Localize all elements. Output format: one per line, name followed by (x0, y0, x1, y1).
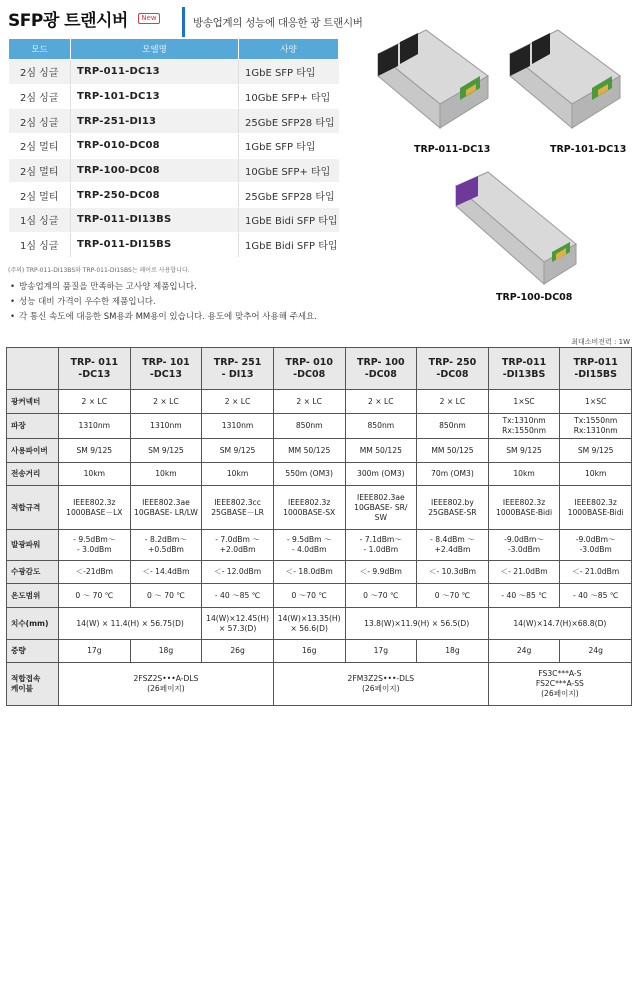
standard-cell: IEEE802.by 25GBASE-SR (417, 486, 489, 530)
model-mode-cell: 2심 싱글 (9, 109, 71, 134)
header-model: 모델명 (71, 39, 239, 60)
tx_power-cell: - 8.4dBm ～ +2.4dBm (417, 530, 489, 561)
weight-cell: 24g (488, 640, 560, 663)
weight-cell: 18g (417, 640, 489, 663)
temp-cell: 0 ～70 ℃ (273, 584, 345, 608)
distance-cell: 10km (560, 463, 632, 486)
wavelength-cell: 850nm (273, 414, 345, 439)
row-label-connector: 광커넥터 (7, 390, 59, 414)
product-image-trp-011-dc13 (368, 24, 496, 140)
rx_sens-cell: ＜- 9.9dBm (345, 561, 417, 584)
model-row (9, 109, 339, 134)
page-title: SFP광 트랜시버 (8, 11, 128, 31)
connector-cell: 2 × LC (130, 390, 202, 414)
rx_sens-cell: ＜- 14.4dBm (130, 561, 202, 584)
model-mode-cell: 2심 싱글 (9, 84, 71, 109)
rx_sens-cell: ＜-21dBm (59, 561, 131, 584)
cable-cell: 2FM3Z2S•••-DLS (26페이지) (273, 663, 488, 706)
connector-cell: 2 × LC (202, 390, 274, 414)
model-table-header (9, 39, 339, 60)
tx_power-cell: -9.0dBm～ -3.0dBm (560, 530, 632, 561)
model-row (9, 208, 339, 233)
header-spec: 사양 (239, 39, 339, 60)
weight-cell: 24g (560, 640, 632, 663)
model-row (9, 183, 339, 208)
weight-cell: 16g (273, 640, 345, 663)
row-label-standard: 적합규격 (7, 486, 59, 530)
standard-cell: IEEE802.3ae 10GBASE- SR/ SW (345, 486, 417, 530)
spec-column-header: TRP- 011 -DC13 (59, 348, 131, 390)
wavelength-cell: 850nm (345, 414, 417, 439)
distance-cell: 300m (OM3) (345, 463, 417, 486)
feature-list (10, 280, 317, 325)
fiber-cell: MM 50/125 (345, 439, 417, 463)
tx_power-cell: - 7.1dBm～ - 1.0dBm (345, 530, 417, 561)
size-cell: 14(W)×13.35(H) × 56.6(D) (273, 608, 345, 640)
model-row (9, 134, 339, 159)
model-name-cell: TRP-100-DC08 (71, 158, 239, 183)
spec-column-header: TRP- 100 -DC08 (345, 348, 417, 390)
spec-column-header: TRP- 101 -DC13 (130, 348, 202, 390)
fiber-cell: SM 9/125 (488, 439, 560, 463)
tx_power-cell: - 9.5dBm～ - 3.0dBm (59, 530, 131, 561)
tx_power-cell: - 9.5dBm ～ - 4.0dBm (273, 530, 345, 561)
wavelength-cell: 1310nm (130, 414, 202, 439)
model-mode-cell: 2심 멀티 (9, 158, 71, 183)
distance-cell: 550m (OM3) (273, 463, 345, 486)
page-subtitle: 방송업계의 성능에 대응한 광 트랜시버 (193, 17, 363, 29)
size-cell: 14(W) × 11.4(H) × 56.75(D) (59, 608, 202, 640)
fiber-cell: SM 9/125 (560, 439, 632, 463)
model-spec-cell: 1GbE Bidi SFP 타입 (239, 208, 339, 233)
temp-cell: - 40 ～85 ℃ (560, 584, 632, 608)
fiber-cell: SM 9/125 (59, 439, 131, 463)
cable-cell: FS3C***A-S FS2C***A-SS (26페이지) (488, 663, 631, 706)
row-label-distance: 전송거리 (7, 463, 59, 486)
model-mode-cell: 1심 싱글 (9, 232, 71, 257)
connector-cell: 2 × LC (273, 390, 345, 414)
wavelength-cell: Tx:1310nm Rx:1550nm (488, 414, 560, 439)
rx_sens-cell: ＜- 10.3dBm (417, 561, 489, 584)
max-power-note: 최대소비전력 : 1W (571, 338, 630, 346)
model-row (9, 60, 339, 85)
fiber-cell: SM 9/125 (130, 439, 202, 463)
standard-cell: IEEE802.3z 1000BASE-SX (273, 486, 345, 530)
standard-cell: IEEE802.3ae 10GBASE- LR/LW (130, 486, 202, 530)
spec-column-header: TRP-011 -DI15BS (560, 348, 632, 390)
model-name-cell: TRP-011-DI13BS (71, 208, 239, 233)
product-image-trp-101-dc13 (500, 24, 628, 140)
distance-cell: 10km (130, 463, 202, 486)
model-name-cell: TRP-011-DC13 (71, 60, 239, 85)
product-caption: TRP-011-DC13 (414, 144, 491, 155)
model-spec-cell: 1GbE SFP 타입 (239, 60, 339, 85)
product-image-trp-100-dc08 (448, 166, 588, 290)
tx_power-cell: -9.0dBm～ -3.0dBm (488, 530, 560, 561)
model-name-cell: TRP-010-DC08 (71, 134, 239, 159)
spec-column-header: TRP- 251 - DI13 (202, 348, 274, 390)
row-label-tx_power: 발광파워 (7, 530, 59, 561)
wavelength-cell: 1310nm (59, 414, 131, 439)
standard-cell: IEEE802.3cc 25GBASE－LR (202, 486, 274, 530)
wavelength-cell: Tx:1550nm Rx:1310nm (560, 414, 632, 439)
size-cell: 14(W)×14.7(H)×68.8(D) (488, 608, 631, 640)
distance-cell: 10km (202, 463, 274, 486)
rx_sens-cell: ＜- 12.0dBm (202, 561, 274, 584)
model-name-cell: TRP-101-DC13 (71, 84, 239, 109)
row-label-size: 치수(mm) (7, 608, 59, 640)
cable-cell: 2FSZ2S•••A-DLS (26페이지) (59, 663, 274, 706)
rx_sens-cell: ＜- 21.0dBm (488, 561, 560, 584)
model-spec-cell: 1GbE Bidi SFP 타입 (239, 232, 339, 257)
tx_power-cell: - 8.2dBm～ +0.5dBm (130, 530, 202, 561)
spec-table-corner (7, 348, 59, 390)
distance-cell: 10km (488, 463, 560, 486)
model-mode-cell: 2심 싱글 (9, 60, 71, 85)
connector-cell: 2 × LC (345, 390, 417, 414)
feature-item: • 방송업계의 품질을 만족하는 고사양 제품입니다. (10, 280, 317, 295)
connector-cell: 2 × LC (59, 390, 131, 414)
temp-cell: - 40 ～85 ℃ (488, 584, 560, 608)
temp-cell: 0 ～70 ℃ (345, 584, 417, 608)
connector-cell: 1×SC (560, 390, 632, 414)
spec-column-header: TRP- 010 -DC08 (273, 348, 345, 390)
feature-item: • 성능 대비 가격이 우수한 제품입니다. (10, 295, 317, 310)
wavelength-cell: 1310nm (202, 414, 274, 439)
model-name-cell: TRP-250-DC08 (71, 183, 239, 208)
row-label-temp: 온도범위 (7, 584, 59, 608)
temp-cell: - 40 ～85 ℃ (202, 584, 274, 608)
model-mode-cell: 1심 싱글 (9, 208, 71, 233)
wavelength-cell: 850nm (417, 414, 489, 439)
fiber-cell: MM 50/125 (273, 439, 345, 463)
new-badge: New (138, 13, 160, 24)
temp-cell: 0 ～ 70 ℃ (130, 584, 202, 608)
model-spec-cell: 25GbE SFP28 타입 (239, 109, 339, 134)
weight-cell: 18g (130, 640, 202, 663)
row-label-weight: 중량 (7, 640, 59, 663)
weight-cell: 26g (202, 640, 274, 663)
row-label-fiber: 사용파이버 (7, 439, 59, 463)
standard-cell: IEEE802.3z 1000BASE-Bidi (488, 486, 560, 530)
row-label-cable: 적합접속 케이블 (7, 663, 59, 706)
feature-item: • 각 통신 속도에 대응한 SM용과 MM용이 있습니다. 용도에 맞추어 사용해 주세요. (10, 310, 317, 325)
model-name-cell: TRP-251-DI13 (71, 109, 239, 134)
connector-cell: 2 × LC (417, 390, 489, 414)
pair-note: (주의) TRP-011-DI13BS와 TRP-011-DI15BS는 페어로 사용합니다. (8, 267, 190, 274)
model-row (9, 84, 339, 109)
temp-cell: 0 ～ 70 ℃ (59, 584, 131, 608)
model-row (9, 158, 339, 183)
fiber-cell: MM 50/125 (417, 439, 489, 463)
standard-cell: IEEE802.3z 1000BASE－LX (59, 486, 131, 530)
model-mode-cell: 2심 멀티 (9, 183, 71, 208)
title-divider (182, 7, 185, 37)
size-cell: 14(W)×12.45(H) × 57.3(D) (202, 608, 274, 640)
header-mode: 모드 (9, 39, 71, 60)
connector-cell: 1×SC (488, 390, 560, 414)
size-cell: 13.8(W)×11.9(H) × 56.5(D) (345, 608, 488, 640)
fiber-cell: SM 9/125 (202, 439, 274, 463)
model-spec-cell: 10GbE SFP+ 타입 (239, 158, 339, 183)
model-mode-cell: 2심 멀티 (9, 134, 71, 159)
spec-table (6, 347, 632, 706)
product-caption: TRP-101-DC13 (550, 144, 627, 155)
model-spec-cell: 1GbE SFP 타입 (239, 134, 339, 159)
model-spec-cell: 25GbE SFP28 타입 (239, 183, 339, 208)
model-table (8, 38, 339, 258)
rx_sens-cell: ＜- 21.0dBm (560, 561, 632, 584)
spec-column-header: TRP- 250 -DC08 (417, 348, 489, 390)
standard-cell: IEEE802.3z 1000BASE-Bidi (560, 486, 632, 530)
weight-cell: 17g (345, 640, 417, 663)
weight-cell: 17g (59, 640, 131, 663)
model-name-cell: TRP-011-DI15BS (71, 232, 239, 257)
spec-column-header: TRP-011 -DI13BS (488, 348, 560, 390)
row-label-wavelength: 파장 (7, 414, 59, 439)
tx_power-cell: - 7.0dBm ～ +2.0dBm (202, 530, 274, 561)
distance-cell: 70m (OM3) (417, 463, 489, 486)
model-spec-cell: 10GbE SFP+ 타입 (239, 84, 339, 109)
distance-cell: 10km (59, 463, 131, 486)
row-label-rx_sens: 수광감도 (7, 561, 59, 584)
temp-cell: 0 ～70 ℃ (417, 584, 489, 608)
model-row (9, 232, 339, 257)
rx_sens-cell: ＜- 18.0dBm (273, 561, 345, 584)
product-caption: TRP-100-DC08 (496, 292, 573, 303)
